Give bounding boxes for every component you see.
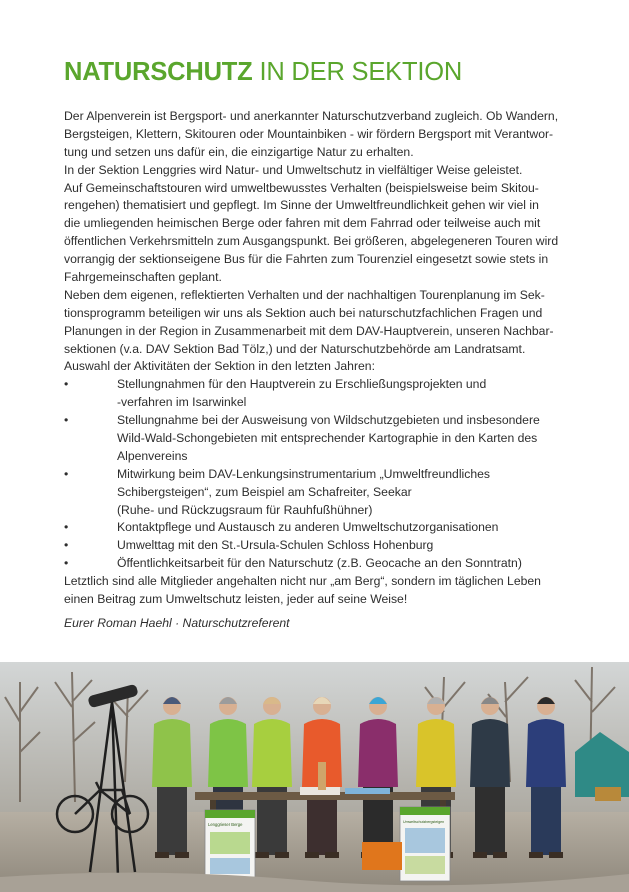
bullet-icon: •	[64, 413, 69, 428]
wood-pile	[595, 787, 621, 801]
body-line: Planungen in der Region in Zusammenarbeit mit dem DAV-Hauptverein, unseren Nachbar-	[64, 323, 554, 338]
body-line: öffentlichen Verkehrsmitteln zum Ausgangspunkt. Bei größeren, abgelegeneren Touren wird	[64, 234, 559, 249]
list-item-text: Öffentlichkeitsarbeit für den Naturschutz (z.B. Geocache an den Sonntratn)	[117, 556, 522, 571]
list-item	[64, 412, 584, 430]
bullet-icon: •	[64, 377, 69, 392]
page-title-bold: NATURSCHUTZ	[64, 58, 253, 86]
bullet-icon: •	[64, 556, 69, 571]
list-item	[64, 537, 584, 555]
list-item-text: Stellungnahmen für den Hauptverein zu Erschließungsprojekten und	[117, 377, 487, 392]
list-item-continuation	[64, 502, 584, 520]
list-item	[64, 466, 584, 484]
poster-right-title: Umweltschutzbergsteigen	[403, 820, 445, 824]
article-body	[64, 108, 584, 633]
body-line: In der Sektion Lenggries wird Natur- und Umweltschutz in vielfältiger Weise geleistet.	[64, 162, 523, 177]
list-item	[64, 555, 584, 573]
list-item-text: Alpenvereins	[117, 448, 188, 463]
body-line: Bergsteigen, Klettern, Skitouren oder Mountainbiken - wir fördern Bergsport mit Verantwor-	[64, 126, 554, 141]
closing-line: Letztlich sind alle Mitglieder angehalten nicht nur „am Berg“, sondern im täglichen Leben	[64, 574, 541, 589]
body-line: sektionen (v.a. DAV Sektion Bad Tölz,) und der Naturschutzbehörde am Landratsamt.	[64, 341, 526, 356]
list-item	[64, 519, 584, 537]
body-line: Fahrgemeinschaften geplant.	[64, 270, 222, 285]
body-line: tionsprogramm beteiligen wir uns als Sektion auch bei naturschutzfachlichen Fragen und	[64, 305, 543, 320]
page-title	[64, 58, 462, 87]
bullet-icon: •	[64, 466, 69, 481]
body-line: rengehen) thematisiert und gepflegt. Im Sinne der Umweltfreundlichkeit gehen wir viel in	[64, 198, 539, 213]
bullet-icon: •	[64, 538, 69, 553]
bullet-icon: •	[64, 520, 69, 535]
list-item-continuation	[64, 394, 584, 412]
poster-left	[205, 810, 255, 880]
intro-paragraphs	[64, 108, 584, 376]
body-line: Neben dem eigenen, reflektierten Verhalten und der nachhaltigen Tourenplanung im Sek-	[64, 287, 545, 302]
list-item-text: Mitwirkung beim DAV-Lenkungsinstrumentarium „Umweltfreundliches	[117, 466, 490, 481]
signature: Eurer Roman Haehl · Naturschutzreferent	[64, 615, 290, 630]
poster-left-title: Lenggrieser Berge	[208, 822, 243, 827]
body-line: Der Alpenverein ist Bergsport- und anerkannter Naturschutzverband zugleich. Ob Wandern,	[64, 109, 559, 123]
list-item-continuation	[64, 448, 584, 466]
body-line: die umliegenden heimischen Berge oder fahren mit dem Fahrrad oder teilweise auch mit	[64, 216, 541, 231]
body-line: Auf Gemeinschaftstouren wird umweltbewusstes Verhalten (beispielsweise beim Skitou-	[64, 180, 539, 195]
closing-paragraph	[64, 573, 584, 609]
orange-crate	[362, 842, 402, 870]
list-item-text: -verfahren im Isarwinkel	[117, 395, 247, 410]
list-item-text: Wild-Wald-Schongebieten mit entsprechender Kartographie in den Karten des	[117, 431, 538, 446]
list-item-continuation	[64, 430, 584, 448]
list-item-continuation	[64, 484, 584, 502]
group-photo-illustration	[0, 662, 629, 892]
body-line: Auswahl der Aktivitäten der Sektion in den letzten Jahren:	[64, 359, 375, 374]
poster-right	[400, 807, 450, 881]
list-item	[64, 376, 584, 394]
list-item-text: (Ruhe- und Rückzugsraum für Rauhfußhühner)	[117, 502, 373, 517]
activity-list	[64, 376, 584, 573]
list-item-text: Kontaktpflege und Austausch zu anderen Umweltschutzorganisationen	[117, 520, 499, 535]
page-title-rest: IN DER SEKTION	[252, 58, 463, 86]
list-item-text: Stellungnahme bei der Ausweisung von Wildschutzgebieten und insbesondere	[117, 413, 540, 428]
closing-line: einen Beitrag zum Umweltschutz leisten, jeder auf seine Weise!	[64, 592, 408, 607]
list-item-text: Schibergsteigen“, zum Beispiel am Schafreiter, Seekar	[117, 484, 412, 499]
body-line: vorrangig der sektionseigene Bus für die Fahrten zum Tourenziel eingesetzt sowie stets in	[64, 252, 549, 267]
list-item-text: Umwelttag mit den St.-Ursula-Schulen Schloss Hohenburg	[117, 538, 434, 553]
group-photo	[0, 662, 629, 892]
body-line: tung und setzen uns dafür ein, die einzigartige Natur zu erhalten.	[64, 144, 414, 159]
